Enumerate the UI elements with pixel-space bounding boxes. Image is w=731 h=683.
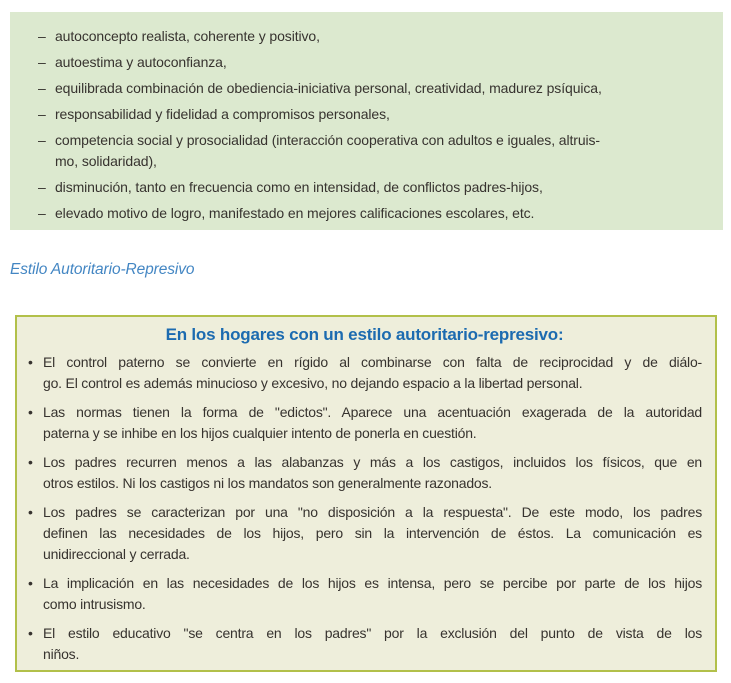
bullet-list-item — [27, 402, 702, 444]
list-item — [38, 52, 705, 73]
text-line: El estilo educativo "se centra en los padres" por la exclusión del punto de vista de los — [43, 625, 702, 641]
dash-marker: – — [38, 54, 46, 70]
text-line: como intrusismo. — [43, 596, 146, 612]
text-line: elevado motivo de logro, manifestado en mejores calificaciones escolares, etc. — [55, 205, 535, 221]
text-line: El control paterno se convierte en rígido al combinarse con falta de reciprocidad y de diálo- — [43, 354, 702, 370]
text-line: La implicación en las necesidades de los hijos es intensa, pero se percibe por parte de los hijos — [43, 575, 702, 591]
text-line: responsabilidad y fidelidad a compromisos personales, — [55, 106, 390, 122]
bullet-marker: • — [28, 454, 33, 470]
bullet-list-item — [27, 352, 702, 394]
text-line: paterna y se inhibe en los hijos cualquier intento de ponerla en cuestión. — [43, 425, 477, 441]
text-line: niños. — [43, 646, 80, 662]
dash-marker: – — [38, 132, 46, 148]
text-line: autoconcepto realista, coherente y positivo, — [55, 28, 320, 44]
bullet-marker: • — [28, 354, 33, 370]
text-line: go. El control es además minucioso y excesivo, no dejando espacio a la libertad personal. — [43, 375, 583, 391]
dash-marker: – — [38, 179, 46, 195]
info-box-title: En los hogares con un estilo autoritario-represivo: — [165, 325, 564, 344]
bullet-marker: • — [28, 404, 33, 420]
text-line: Las normas tienen la forma de "edictos". Aparece una acentuación exagerada de la autoridad — [43, 404, 702, 420]
bullet-marker: • — [28, 625, 33, 641]
bullet-list-item — [27, 573, 702, 615]
dash-marker: – — [38, 205, 46, 221]
dash-marker: – — [38, 28, 46, 44]
list-item — [38, 177, 705, 198]
bullet-list-item — [27, 452, 702, 494]
bullet-marker: • — [28, 575, 33, 591]
text-line: unidireccional y cerrada. — [43, 546, 190, 562]
bullet-list-item — [27, 502, 702, 565]
section-heading: Estilo Autoritario-Represivo — [10, 261, 195, 278]
text-line: Los padres recurren menos a las alabanzas y más a los castigos, incluidos los físicos, que en — [43, 454, 702, 470]
info-bullet-list — [27, 352, 702, 665]
text-line: equilibrada combinación de obediencia-iniciativa personal, creatividad, madurez psíquica, — [55, 80, 602, 96]
text-line: autoestima y autoconfianza, — [55, 54, 227, 70]
summary-list — [38, 26, 705, 224]
list-item — [38, 203, 705, 224]
text-line: Los padres se caracterizan por una "no disposición a la respuesta". De este modo, los padres — [43, 504, 702, 520]
text-line: definen las necesidades de los hijos, pero sin la intervención de éstos. La comunicación es — [43, 525, 702, 541]
list-item — [38, 26, 705, 47]
list-item — [38, 78, 705, 99]
dash-marker: – — [38, 106, 46, 122]
info-box — [15, 315, 717, 672]
bullet-marker: • — [28, 504, 33, 520]
list-item — [38, 104, 705, 125]
text-line: disminución, tanto en frecuencia como en intensidad, de conflictos padres-hijos, — [55, 179, 543, 195]
summary-box — [10, 12, 723, 230]
list-item — [38, 130, 705, 172]
text-line: mo, solidaridad), — [55, 153, 157, 169]
text-line: competencia social y prosocialidad (interacción cooperativa con adultos e iguales, altruis- — [55, 132, 600, 148]
dash-marker: – — [38, 80, 46, 96]
bullet-list-item — [27, 623, 702, 665]
text-line: otros estilos. Ni los castigos ni los mandatos son generalmente razonados. — [43, 475, 492, 491]
